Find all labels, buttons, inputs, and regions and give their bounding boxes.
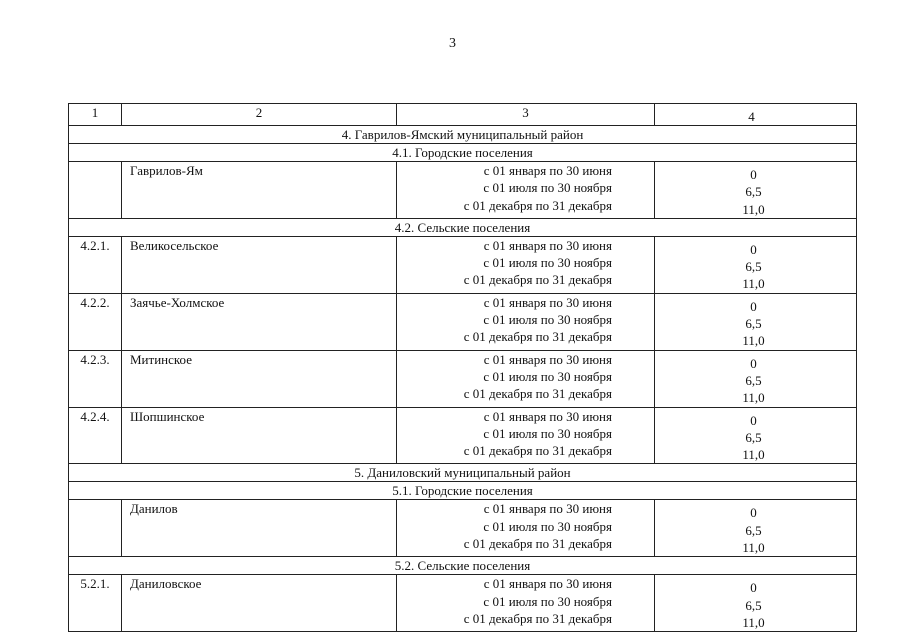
period-text: с 01 декабря по 31 декабря bbox=[463, 386, 612, 402]
value-cell bbox=[655, 236, 857, 293]
row-number: 5.2.1. bbox=[69, 575, 122, 632]
column-number-2: 2 bbox=[122, 104, 397, 126]
value-text: 6,5 bbox=[745, 597, 762, 613]
tariff-table bbox=[68, 103, 857, 632]
value-cell bbox=[655, 350, 857, 407]
period-text: с 01 декабря по 31 декабря bbox=[463, 610, 612, 626]
period-text: с 01 января по 30 июня bbox=[483, 294, 612, 310]
value-text: 11,0 bbox=[742, 540, 765, 556]
value-cell bbox=[655, 407, 857, 464]
value-text: 6,5 bbox=[745, 522, 762, 538]
settlement-name: Заячье-Холмское bbox=[122, 293, 397, 350]
row-number: 4.2.4. bbox=[69, 407, 122, 464]
row-number: 4.2.3. bbox=[69, 350, 122, 407]
period-text: с 01 июля по 30 ноября bbox=[483, 312, 612, 328]
settlement-name: Митинское bbox=[122, 350, 397, 407]
district-title: 5. Даниловский муниципальный район bbox=[69, 464, 857, 482]
table-row bbox=[69, 500, 857, 557]
value-text: 6,5 bbox=[745, 259, 762, 275]
settlement-type-title: 4.2. Сельские поселения bbox=[69, 218, 857, 236]
value-text: 11,0 bbox=[742, 201, 765, 217]
settlement-type-title: 5.1. Городские поселения bbox=[69, 482, 857, 500]
period-cell bbox=[397, 293, 655, 350]
value-text: 11,0 bbox=[742, 333, 765, 349]
table-row bbox=[69, 350, 857, 407]
value-text: 11,0 bbox=[742, 390, 765, 406]
period-text: с 01 января по 30 июня bbox=[483, 408, 612, 424]
column-number-row bbox=[69, 104, 857, 126]
period-cell bbox=[397, 407, 655, 464]
value-text: 0 bbox=[750, 241, 757, 257]
table-row bbox=[69, 162, 857, 219]
period-cell bbox=[397, 575, 655, 632]
period-text: с 01 января по 30 июня bbox=[483, 163, 612, 178]
period-text: с 01 июля по 30 ноября bbox=[483, 593, 612, 609]
settlement-type-title: 4.1. Городские поселения bbox=[69, 144, 857, 162]
value-cell bbox=[655, 575, 857, 632]
period-cell bbox=[397, 236, 655, 293]
value-text: 0 bbox=[750, 505, 757, 521]
value-text: 6,5 bbox=[745, 184, 762, 200]
period-text: с 01 декабря по 31 декабря bbox=[463, 329, 612, 345]
period-text: с 01 декабря по 31 декабря bbox=[463, 443, 612, 459]
value-text: 0 bbox=[750, 298, 757, 314]
column-number-3: 3 bbox=[397, 104, 655, 126]
row-number bbox=[69, 500, 122, 557]
period-cell bbox=[397, 500, 655, 557]
value-cell bbox=[655, 162, 857, 219]
column-number-1: 1 bbox=[69, 104, 122, 126]
period-text: с 01 декабря по 31 декабря bbox=[463, 272, 612, 288]
period-text: с 01 июля по 30 ноября bbox=[483, 368, 612, 384]
settlement-type-row bbox=[69, 557, 857, 575]
period-text: с 01 декабря по 31 декабря bbox=[463, 536, 612, 552]
settlement-name: Шопшинское bbox=[122, 407, 397, 464]
settlement-type-row bbox=[69, 482, 857, 500]
period-text: с 01 января по 30 июня bbox=[483, 501, 612, 517]
value-text: 11,0 bbox=[742, 276, 765, 292]
settlement-type-title: 5.2. Сельские поселения bbox=[69, 557, 857, 575]
row-number bbox=[69, 162, 122, 219]
period-text: с 01 января по 30 июня bbox=[483, 576, 612, 592]
value-text: 6,5 bbox=[745, 316, 762, 332]
settlement-type-row bbox=[69, 144, 857, 162]
period-text: с 01 июля по 30 ноября bbox=[483, 518, 612, 534]
settlement-type-row bbox=[69, 218, 857, 236]
table-row bbox=[69, 236, 857, 293]
row-number: 4.2.1. bbox=[69, 236, 122, 293]
settlement-name: Гаврилов-Ям bbox=[122, 162, 397, 219]
value-cell bbox=[655, 500, 857, 557]
period-text: с 01 декабря по 31 декабря bbox=[463, 197, 612, 213]
period-cell bbox=[397, 350, 655, 407]
district-title: 4. Гаврилов-Ямский муниципальный район bbox=[69, 126, 857, 144]
value-text: 0 bbox=[750, 412, 757, 428]
table-row bbox=[69, 575, 857, 632]
value-text: 11,0 bbox=[742, 614, 765, 630]
period-text: с 01 января по 30 июня bbox=[483, 237, 612, 253]
period-text: с 01 июля по 30 ноября bbox=[483, 180, 612, 196]
value-text: 0 bbox=[750, 355, 757, 371]
value-cell bbox=[655, 293, 857, 350]
column-number-4: 4 bbox=[655, 104, 857, 126]
district-row bbox=[69, 464, 857, 482]
period-text: с 01 июля по 30 ноября bbox=[483, 425, 612, 441]
period-cell bbox=[397, 162, 655, 219]
table-body bbox=[69, 104, 857, 632]
value-text: 0 bbox=[750, 580, 757, 596]
period-text: с 01 января по 30 июня bbox=[483, 351, 612, 367]
value-text: 11,0 bbox=[742, 447, 765, 463]
value-text: 6,5 bbox=[745, 429, 762, 445]
settlement-name: Даниловское bbox=[122, 575, 397, 632]
settlement-name: Данилов bbox=[122, 500, 397, 557]
district-row bbox=[69, 126, 857, 144]
settlement-name: Великосельское bbox=[122, 236, 397, 293]
period-text: с 01 июля по 30 ноября bbox=[483, 255, 612, 271]
value-text: 0 bbox=[750, 167, 757, 182]
value-text: 6,5 bbox=[745, 372, 762, 388]
table-row bbox=[69, 407, 857, 464]
row-number: 4.2.2. bbox=[69, 293, 122, 350]
table-row bbox=[69, 293, 857, 350]
page-number: 3 bbox=[449, 36, 456, 51]
